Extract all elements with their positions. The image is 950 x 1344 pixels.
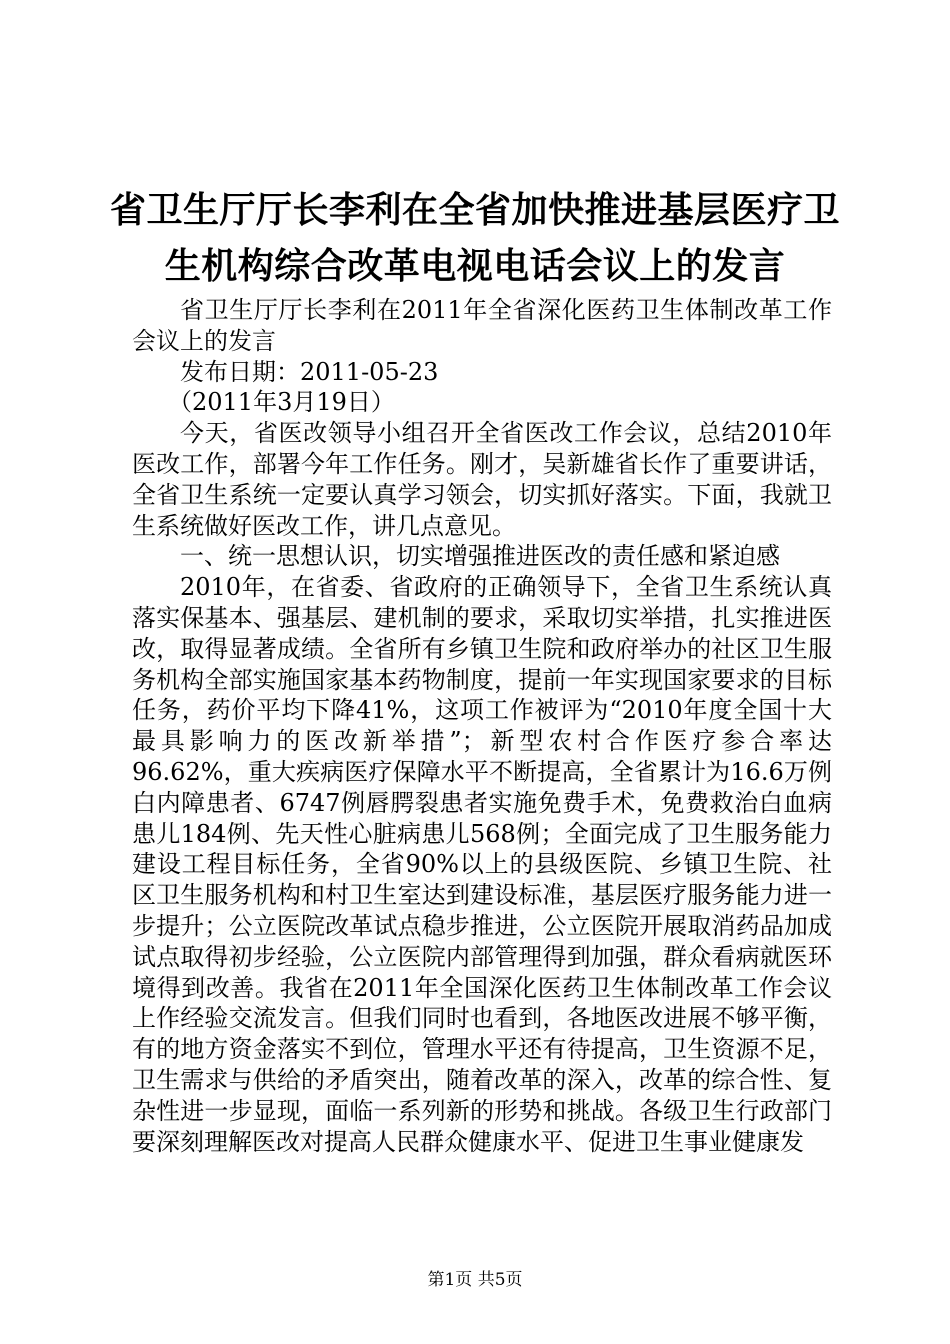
title-line-2: 生机构综合改革电视电话会议上的发言: [164, 245, 786, 287]
page-number-footer: 第1页 共5页: [427, 1270, 523, 1290]
document-body: [132, 295, 832, 1157]
speech-date: （2011年3月19日）: [168, 388, 395, 417]
publish-date: 发布日期：2011-05-23: [180, 357, 439, 386]
section-heading: 一、统一思想认识，切实增强推进医改的责任感和紧迫感: [180, 542, 780, 571]
subtitle-paragraph: 省卫生厅厅长李利在2011年全省深化医药卫生体制改革工作会议上的发言: [132, 296, 832, 355]
document-title: [100, 182, 850, 294]
body-paragraph: 今天，省医改领导小组召开全省医改工作会议，总结2010年医改工作，部署今年工作任务。刚才，吴新雄省长作了重要讲话，全省卫生系统一定要认真学习领会，切实抓好落实。下面，我就卫生系统做好医改工作，讲几点意见。: [132, 419, 832, 540]
body-paragraph: 2010年，在省委、省政府的正确领导下，全省卫生系统认真落实保基本、强基层、建机制的要求，采取切实举措，扎实推进医改，取得显著成绩。全省所有乡镇卫生院和政府举办的社区卫生服务机构全部实施国家基本药物制度，提前一年实现国家要求的目标任务，药价平均下降41%，这项工作被评为“2010年度全国十大最具影响力的医改新举措”；新型农村合作医疗参合率达96.62%，重大疾病医疗保障水平不断提高，全省累计为16.6万例白内障患者、6747例唇腭裂患者实施免费手术，免费救治白血病患儿184例、先天性心脏病患儿568例；全面完成了卫生服务能力建设工程目标任务，全省90%以上的县级医院、乡镇卫生院、社区卫生服务机构和村卫生室达到建设标准，基层医疗服务能力进一步提升；公立医院改革试点稳步推进，公立医院开展取消药品加成试点取得初步经验，公立医院内部管理得到加强，群众看病就医环境得到改善。我省在2011年全国深化医药卫生体制改革工作会议上作经验交流发言。但我们同时也看到，各地医改进展不够平衡，有的地方资金落实不到位，管理水平还有待提高，卫生资源不足，卫生需求与供给的矛盾突出，随着改革的深入，改革的综合性、复杂性进一步显现，面临一系列新的形势和挑战。各级卫生行政部门要深刻理解医改对提高人民群众健康水平、促进卫生事业健康发: [132, 573, 832, 1156]
title-line-1: 省卫生厅厅长李利在全省加快推进基层医疗卫: [109, 189, 840, 231]
